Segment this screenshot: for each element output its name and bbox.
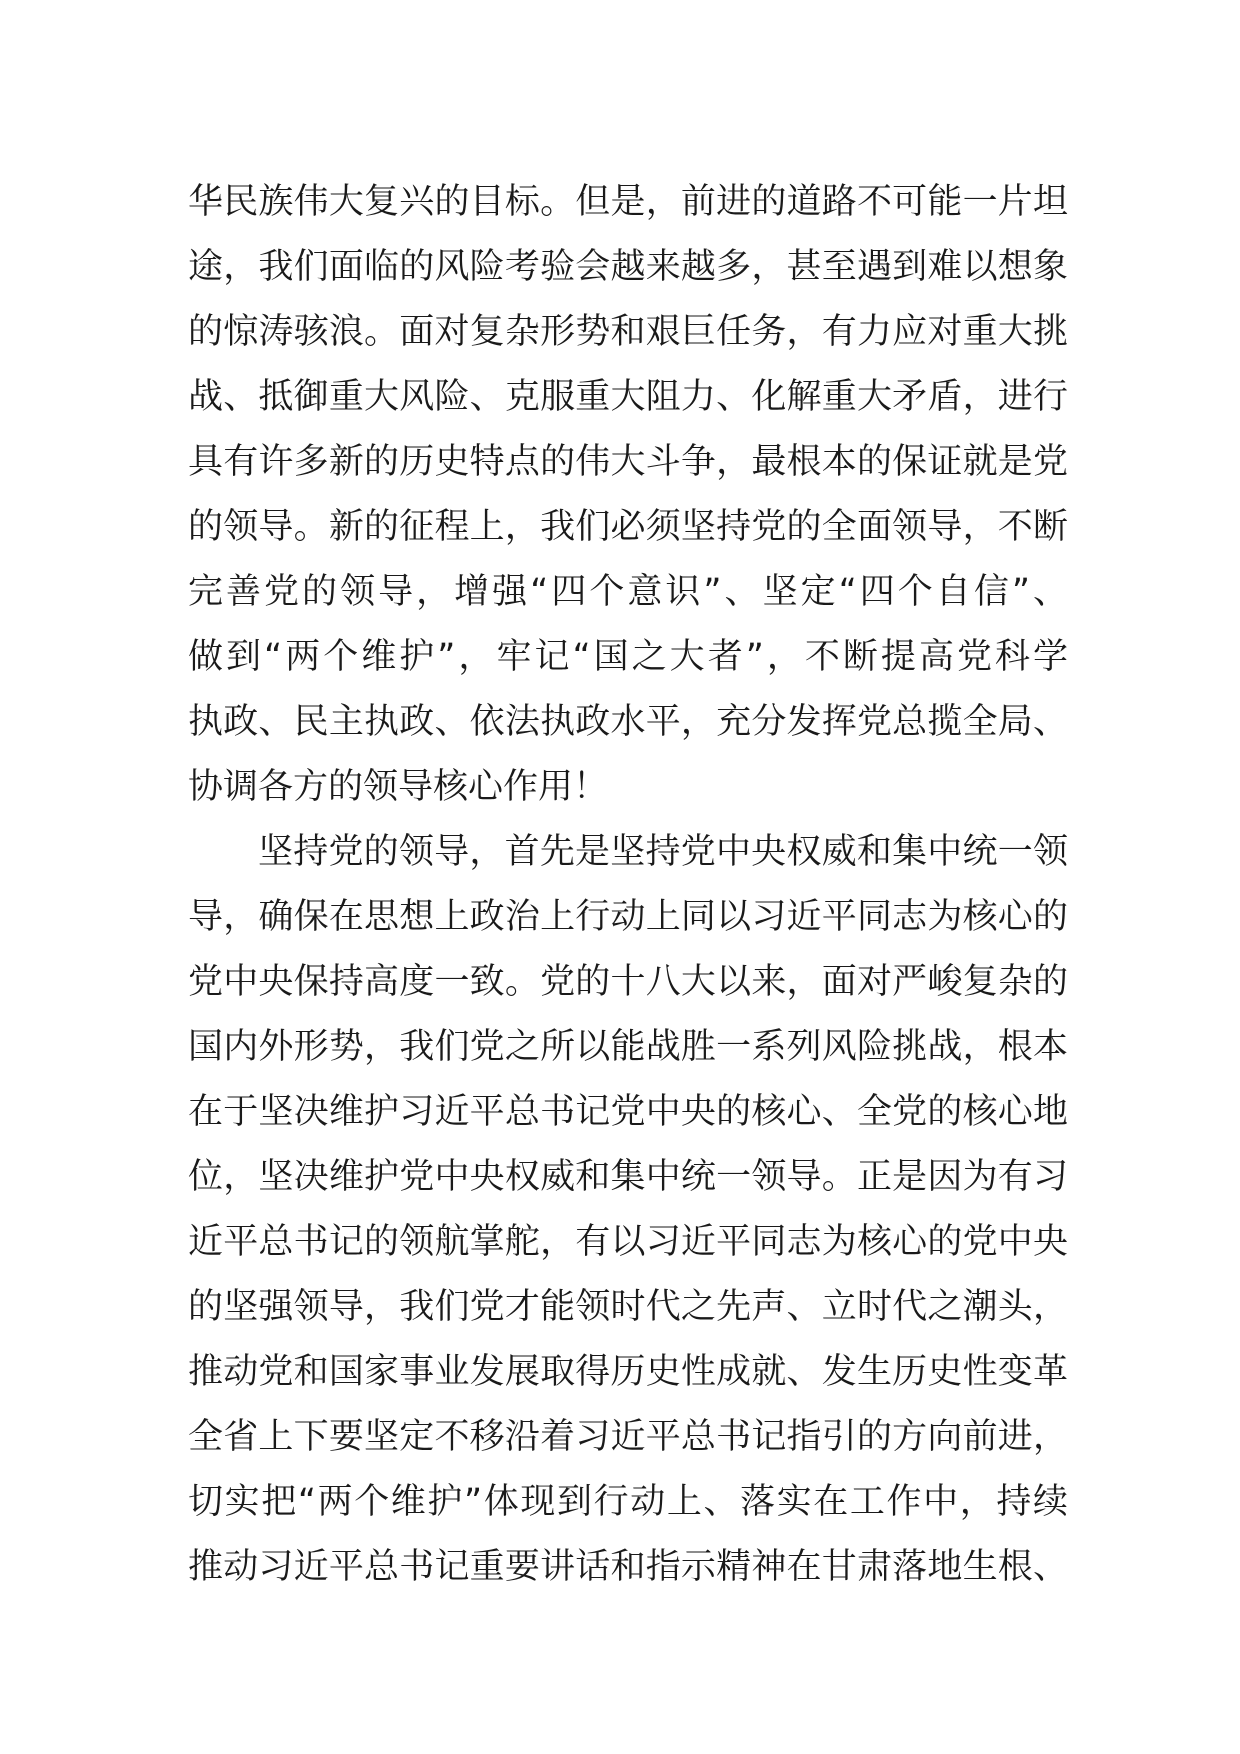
text-line: 导，确保在思想上政治上行动上同以习近平同志为核心的 <box>188 897 1068 937</box>
text-line: 具有许多新的历史特点的伟大斗争，最根本的保证就是党 <box>188 442 1068 482</box>
text-line: 执政、民主执政、依法执政水平，充分发挥党总揽全局、 <box>188 702 1068 742</box>
text-line: 推动习近平总书记重要讲话和指示精神在甘肃落地生根、 <box>188 1547 1068 1587</box>
paragraph-2 <box>188 820 1068 1600</box>
text-line: 协调各方的领导核心作用！ <box>188 767 609 807</box>
text-line: 推动党和国家事业发展取得历史性成就、发生历史性变革 <box>188 1352 1068 1392</box>
paragraph-1 <box>188 170 1068 820</box>
text-line: 做到“两个维护”，牢记“国之大者”，不断提高党科学 <box>188 637 1068 677</box>
text-line: 完善党的领导，增强“四个意识”、坚定“四个自信”、 <box>188 572 1068 612</box>
text-line: 切实把“两个维护”体现到行动上、落实在工作中，持续 <box>188 1482 1068 1522</box>
text-line: 位，坚决维护党中央权威和集中统一领导。正是因为有习 <box>188 1157 1068 1197</box>
text-line: 全省上下要坚定不移沿着习近平总书记指引的方向前进， <box>188 1417 1068 1457</box>
text-line: 华民族伟大复兴的目标。但是，前进的道路不可能一片坦 <box>188 182 1068 222</box>
text-line: 近平总书记的领航掌舵，有以习近平同志为核心的党中央 <box>188 1222 1068 1262</box>
text-line: 国内外形势，我们党之所以能战胜一系列风险挑战，根本 <box>188 1027 1068 1067</box>
body-text <box>188 170 1068 1600</box>
text-line: 的领导。新的征程上，我们必须坚持党的全面领导，不断 <box>188 507 1068 547</box>
text-line: 战、抵御重大风险、克服重大阻力、化解重大矛盾，进行 <box>188 377 1068 417</box>
text-line: 的惊涛骇浪。面对复杂形势和艰巨任务，有力应对重大挑 <box>188 312 1068 352</box>
text-line: 的坚强领导，我们党才能领时代之先声、立时代之潮头， <box>188 1287 1068 1327</box>
text-line: 党中央保持高度一致。党的十八大以来，面对严峻复杂的 <box>188 962 1068 1002</box>
text-line: 在于坚决维护习近平总书记党中央的核心、全党的核心地 <box>188 1092 1068 1132</box>
text-line: 坚持党的领导，首先是坚持党中央权威和集中统一领 <box>258 832 1068 872</box>
text-line: 途，我们面临的风险考验会越来越多，甚至遇到难以想象 <box>188 247 1068 287</box>
